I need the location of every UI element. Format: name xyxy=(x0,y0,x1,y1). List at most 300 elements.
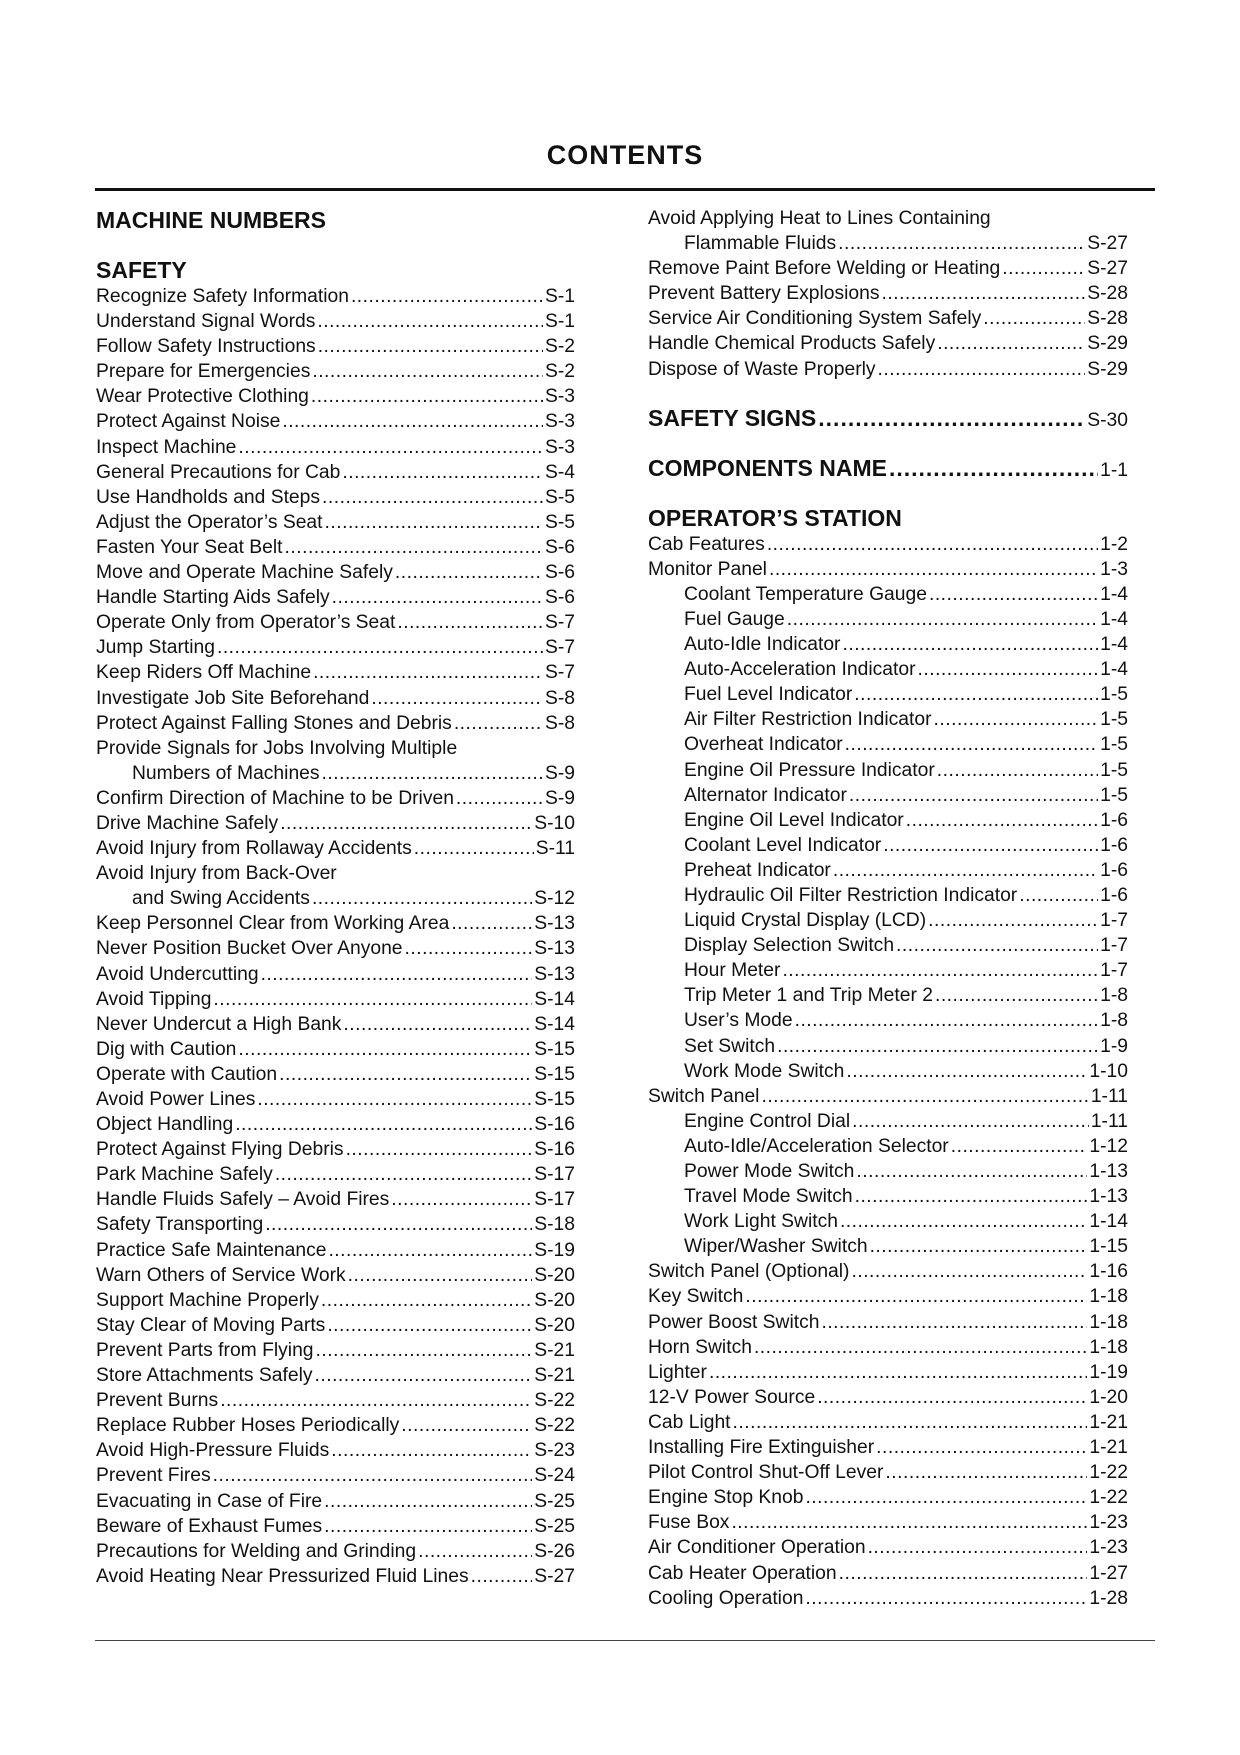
toc-entry[interactable] xyxy=(96,1438,575,1463)
toc-leader xyxy=(951,1134,1088,1159)
toc-entry-title: Remove Paint Before Welding or Heating xyxy=(648,258,1001,280)
toc-entry[interactable] xyxy=(96,1238,575,1263)
toc-leader xyxy=(883,833,1098,858)
toc-leader xyxy=(754,1335,1087,1360)
toc-entry-page: 1-8 xyxy=(1100,1010,1128,1032)
toc-leader xyxy=(731,1510,1087,1535)
toc-entry[interactable] xyxy=(648,883,1128,908)
toc-entry-page: S-22 xyxy=(534,1415,575,1437)
toc-leader xyxy=(878,357,1086,382)
toc-components-name-title: COMPONENTS NAME xyxy=(648,454,887,481)
toc-entry[interactable] xyxy=(96,1489,575,1514)
toc-leader xyxy=(733,1410,1088,1435)
toc-leader xyxy=(846,1059,1087,1084)
toc-entry-page: S-9 xyxy=(544,762,575,784)
toc-entry-title: Hour Meter xyxy=(684,960,781,982)
toc-entry-page: 1-7 xyxy=(1100,935,1128,957)
toc-entry[interactable] xyxy=(648,858,1128,883)
toc-entry-title: Object Handling xyxy=(96,1114,234,1136)
toc-entry[interactable] xyxy=(648,1134,1128,1159)
toc-entry[interactable] xyxy=(96,660,575,685)
toc-entry-page: 1-19 xyxy=(1089,1361,1128,1383)
toc-leader xyxy=(324,1489,532,1514)
toc-entry-page: S-6 xyxy=(544,562,575,584)
toc-entry-page: S-29 xyxy=(1087,358,1128,380)
toc-leader xyxy=(761,1084,1088,1109)
toc-entry[interactable] xyxy=(96,1212,575,1237)
toc-leader xyxy=(709,1360,1087,1385)
toc-entry[interactable] xyxy=(648,1234,1128,1259)
toc-leader xyxy=(852,1109,1089,1134)
toc-entry-title: Preheat Indicator xyxy=(684,859,831,881)
toc-entry-title: Prevent Battery Explosions xyxy=(648,283,880,305)
toc-entry-title: Cab Features xyxy=(648,533,765,555)
toc-entry-title: Auto-Acceleration Indicator xyxy=(684,659,916,681)
toc-entry-title: Engine Oil Level Indicator xyxy=(684,809,904,831)
toc-entry[interactable] xyxy=(648,933,1128,958)
toc-entry-page: S-10 xyxy=(534,812,575,834)
toc-leader xyxy=(265,1212,532,1237)
toc-entry-title: Replace Rubber Hoses Periodically xyxy=(96,1415,400,1437)
toc-entry-page: 1-13 xyxy=(1089,1186,1128,1208)
toc-entry-page: S-26 xyxy=(534,1540,575,1562)
toc-entry-page: 1-14 xyxy=(1089,1211,1128,1233)
toc-entry-page: 1-10 xyxy=(1089,1060,1128,1082)
toc-entry[interactable] xyxy=(648,557,1128,582)
toc-entry-page: 1-21 xyxy=(1089,1411,1128,1433)
toc-entry[interactable] xyxy=(648,1510,1128,1535)
toc-entry[interactable] xyxy=(96,1313,575,1338)
toc-leader xyxy=(316,1338,533,1363)
toc-entry[interactable] xyxy=(648,1259,1128,1284)
toc-entry[interactable] xyxy=(648,281,1128,306)
toc-entry-title: Avoid Tipping xyxy=(96,988,212,1010)
toc-leader xyxy=(787,607,1098,632)
toc-entry[interactable] xyxy=(648,331,1128,356)
toc-entry-title: Prevent Fires xyxy=(96,1465,211,1487)
toc-entry-title: Stay Clear of Moving Parts xyxy=(96,1314,326,1336)
toc-entry-page: S-28 xyxy=(1087,308,1128,330)
toc-entry-page: S-18 xyxy=(534,1214,575,1236)
toc-entry[interactable] xyxy=(648,958,1128,983)
toc-entry[interactable] xyxy=(648,532,1128,557)
toc-entry[interactable] xyxy=(648,1586,1128,1611)
toc-entry[interactable] xyxy=(96,1338,575,1363)
toc-entry[interactable] xyxy=(648,1360,1128,1385)
toc-entry[interactable] xyxy=(648,306,1128,331)
toc-entry-title: Cab Light xyxy=(648,1411,731,1433)
toc-leader xyxy=(275,1162,532,1187)
toc-entry-title: General Precautions for Cab xyxy=(96,461,341,483)
toc-entry[interactable] xyxy=(648,256,1128,281)
toc-entry[interactable] xyxy=(648,732,1128,757)
toc-entry[interactable] xyxy=(648,783,1128,808)
toc-entry[interactable] xyxy=(648,1335,1128,1360)
toc-leader xyxy=(418,1539,532,1564)
toc-entry-title: Handle Chemical Products Safely xyxy=(648,333,936,355)
toc-entry-page: S-13 xyxy=(534,938,575,960)
left-column xyxy=(96,206,575,1589)
toc-entry[interactable] xyxy=(96,1137,575,1162)
heading-safety: SAFETY xyxy=(96,257,187,283)
toc-entry-title: Handle Starting Aids Safely xyxy=(96,587,330,609)
safety-continued-entries xyxy=(648,206,1128,382)
toc-entry[interactable] xyxy=(648,582,1128,607)
toc-entry-page: S-8 xyxy=(544,712,575,734)
toc-entry[interactable] xyxy=(96,309,575,334)
toc-entry[interactable] xyxy=(96,1514,575,1539)
toc-leader xyxy=(928,908,1098,933)
toc-leader xyxy=(331,1438,532,1463)
toc-entry-title: Avoid High-Pressure Fluids xyxy=(96,1440,330,1462)
toc-entry-page: S-5 xyxy=(544,511,575,533)
toc-entry-page: 1-7 xyxy=(1100,960,1128,982)
toc-entry-title: Switch Panel xyxy=(648,1085,760,1107)
toc-entry-title: Engine Control Dial xyxy=(684,1110,851,1132)
toc-entry-title: Safety Transporting xyxy=(96,1214,264,1236)
toc-entry[interactable] xyxy=(648,1535,1128,1560)
toc-entry-page: 1-6 xyxy=(1100,834,1128,856)
toc-leader xyxy=(918,657,1099,682)
toc-entry-page: 1-11 xyxy=(1090,1085,1128,1107)
toc-entry[interactable] xyxy=(648,657,1128,682)
toc-entry[interactable] xyxy=(96,886,575,911)
toc-leader xyxy=(868,1535,1088,1560)
toc-entry-title: Store Attachments Safely xyxy=(96,1365,313,1387)
toc-entry-page: S-20 xyxy=(534,1289,575,1311)
toc-entry-title: Evacuating in Case of Fire xyxy=(96,1490,323,1512)
toc-entry[interactable] xyxy=(96,962,575,987)
heading-machine-numbers: MACHINE NUMBERS xyxy=(96,207,326,233)
toc-entry-page: S-13 xyxy=(534,913,575,935)
toc-entry[interactable] xyxy=(96,284,575,309)
toc-entry[interactable] xyxy=(648,1460,1128,1485)
toc-entry-page: 1-23 xyxy=(1089,1512,1128,1534)
toc-entry-page: S-13 xyxy=(534,963,575,985)
toc-entry-page: 1-13 xyxy=(1089,1161,1128,1182)
toc-entry-page: 1-11 xyxy=(1090,1110,1128,1132)
toc-entry[interactable] xyxy=(96,1037,575,1062)
toc-entry[interactable] xyxy=(96,535,575,560)
toc-entry[interactable] xyxy=(96,1187,575,1212)
toc-entry[interactable] xyxy=(96,811,575,836)
toc-leader xyxy=(745,1284,1087,1309)
toc-entry-page: 1-5 xyxy=(1100,734,1128,756)
toc-entry[interactable] xyxy=(96,560,575,585)
toc-entry[interactable] xyxy=(96,485,575,510)
toc-entry-page: 1-22 xyxy=(1089,1462,1128,1484)
toc-entry-title: Work Mode Switch xyxy=(684,1060,845,1082)
toc-entry[interactable] xyxy=(648,983,1128,1008)
toc-entry-title: Hydraulic Oil Filter Restriction Indicator xyxy=(684,884,1018,906)
toc-entry-page: 1-7 xyxy=(1100,910,1128,932)
toc-entry[interactable] xyxy=(96,836,575,861)
toc-entry-title: Operate Only from Operator’s Seat xyxy=(96,612,396,634)
toc-entry-title: Coolant Level Indicator xyxy=(684,834,882,856)
toc-entry-title: 12-V Power Source xyxy=(648,1386,816,1408)
toc-leader xyxy=(795,1008,1099,1033)
toc-entry-page: 1-6 xyxy=(1100,884,1128,906)
toc-entry-title: Recognize Safety Information xyxy=(96,286,349,307)
toc-entry-title: Avoid Injury from Rollaway Accidents xyxy=(96,838,412,860)
toc-entry-title: and Swing Accidents xyxy=(132,888,310,910)
toc-entry-page: 1-15 xyxy=(1089,1236,1128,1258)
toc-entry[interactable] xyxy=(648,808,1128,833)
toc-entry-page: S-1 xyxy=(544,286,575,307)
toc-leader xyxy=(929,582,1098,607)
toc-leader xyxy=(851,1259,1087,1284)
toc-entry[interactable] xyxy=(648,1209,1128,1234)
toc-entry-title: User’s Mode xyxy=(684,1010,793,1032)
toc-components-name[interactable] xyxy=(648,454,1128,482)
toc-entry[interactable] xyxy=(648,1435,1128,1460)
toc-entry[interactable] xyxy=(648,682,1128,707)
toc-leader xyxy=(285,535,543,560)
toc-entry[interactable] xyxy=(96,1539,575,1564)
toc-entry-page: 1-23 xyxy=(1089,1537,1128,1559)
toc-leader xyxy=(261,962,533,987)
toc-entry-title: Adjust the Operator’s Seat xyxy=(96,511,323,533)
toc-entry-page: S-20 xyxy=(534,1264,575,1286)
toc-entry[interactable] xyxy=(648,357,1128,382)
toc-entry-title: Power Boost Switch xyxy=(648,1311,820,1333)
toc-entry-page: S-5 xyxy=(544,486,575,508)
toc-entry-page: S-27 xyxy=(1087,258,1128,280)
toc-entry-title: Wiper/Washer Switch xyxy=(684,1236,868,1258)
toc-entry[interactable] xyxy=(648,1485,1128,1510)
toc-entry-title: Wear Protective Clothing xyxy=(96,386,309,408)
heading-operators-station: OPERATOR’S STATION xyxy=(648,504,902,531)
toc-entry-title: Auto-Idle Indicator xyxy=(684,634,841,656)
toc-entry-page: 1-4 xyxy=(1100,608,1128,630)
toc-entry[interactable] xyxy=(648,632,1128,657)
toc-entry[interactable] xyxy=(648,1084,1128,1109)
toc-leader xyxy=(220,1388,532,1413)
toc-leader xyxy=(456,786,543,811)
toc-entry[interactable] xyxy=(648,908,1128,933)
toc-entry-title: Avoid Undercutting xyxy=(96,963,259,985)
toc-entry[interactable] xyxy=(648,758,1128,783)
toc-leader xyxy=(821,1310,1087,1335)
toc-entry-title: Confirm Direction of Machine to be Driven xyxy=(96,787,454,809)
toc-entry[interactable] xyxy=(96,1413,575,1438)
toc-entry[interactable] xyxy=(648,1059,1128,1084)
toc-entry[interactable] xyxy=(96,334,575,359)
toc-leader xyxy=(856,1159,1087,1184)
toc-leader xyxy=(777,1034,1098,1059)
toc-entry[interactable] xyxy=(648,231,1128,256)
toc-entry[interactable] xyxy=(648,1561,1128,1586)
toc-leader xyxy=(318,334,543,359)
toc-entry-page: S-16 xyxy=(534,1114,575,1136)
toc-entry[interactable] xyxy=(96,786,575,811)
toc-entry[interactable] xyxy=(648,1184,1128,1209)
toc-entry[interactable] xyxy=(96,911,575,936)
toc-entry-page: 1-5 xyxy=(1100,684,1128,706)
toc-leader xyxy=(805,1485,1087,1510)
toc-entry[interactable] xyxy=(96,761,575,786)
toc-leader xyxy=(935,983,1098,1008)
toc-entry-title: Key Switch xyxy=(648,1286,744,1308)
toc-entry[interactable] xyxy=(648,1385,1128,1410)
toc-entry[interactable] xyxy=(96,1087,575,1112)
toc-entry[interactable] xyxy=(96,510,575,535)
toc-entry[interactable] xyxy=(96,1062,575,1087)
toc-entry-title: Trip Meter 1 and Trip Meter 2 xyxy=(684,985,933,1007)
toc-entry[interactable] xyxy=(96,435,575,460)
toc-entry-page: 1-9 xyxy=(1100,1035,1128,1057)
toc-entry-page: S-17 xyxy=(534,1164,575,1186)
toc-entry-page: S-20 xyxy=(534,1314,575,1336)
toc-entry-title: Cab Heater Operation xyxy=(648,1562,837,1584)
toc-entry-title: Prepare for Emergencies xyxy=(96,361,311,383)
toc-entry[interactable] xyxy=(96,1363,575,1388)
toc-safety-signs[interactable] xyxy=(648,404,1128,432)
toc-leader xyxy=(312,886,532,911)
toc-entry-page: S-27 xyxy=(1087,233,1128,255)
toc-entry[interactable] xyxy=(96,359,575,384)
toc-entry-title: Display Selection Switch xyxy=(684,935,895,957)
toc-entry-page: 1-4 xyxy=(1100,634,1128,656)
toc-entry[interactable] xyxy=(96,460,575,485)
toc-entry-page: 1-16 xyxy=(1089,1261,1128,1283)
toc-entry[interactable] xyxy=(96,1162,575,1187)
toc-leader xyxy=(324,1514,532,1539)
toc-entry[interactable] xyxy=(96,936,575,961)
toc-entry-title: Travel Mode Switch xyxy=(684,1186,853,1208)
toc-entry[interactable] xyxy=(648,1410,1128,1435)
toc-entry[interactable] xyxy=(96,1112,575,1137)
toc-leader xyxy=(885,1460,1087,1485)
toc-entry-title: Air Filter Restriction Indicator xyxy=(684,709,932,731)
toc-entry-title: Investigate Job Site Beforehand xyxy=(96,687,370,709)
toc-leader xyxy=(279,1062,532,1087)
toc-entry[interactable] xyxy=(648,1008,1128,1033)
toc-leader xyxy=(311,384,543,409)
toc-entry[interactable] xyxy=(96,711,575,736)
toc-leader xyxy=(840,1209,1087,1234)
right-column xyxy=(648,206,1128,1611)
toc-entry-title: Switch Panel (Optional) xyxy=(648,1261,850,1283)
toc-leader xyxy=(845,732,1099,757)
toc-leader xyxy=(235,1112,532,1137)
toc-entry-page: S-19 xyxy=(534,1239,575,1261)
toc-leader xyxy=(312,359,543,384)
toc-entry[interactable] xyxy=(96,635,575,660)
toc-leader xyxy=(346,1137,533,1162)
toc-entry[interactable] xyxy=(96,384,575,409)
toc-entry[interactable] xyxy=(648,1109,1128,1134)
toc-leader xyxy=(937,758,1098,783)
toc-entry-title: Keep Personnel Clear from Working Area xyxy=(96,913,450,935)
toc-entry-page: S-15 xyxy=(534,1089,575,1110)
toc-entry-title: Prevent Burns xyxy=(96,1390,219,1412)
toc-leader xyxy=(395,560,543,585)
toc-entry-page: 1-5 xyxy=(1100,784,1128,806)
toc-entry[interactable] xyxy=(96,1388,575,1413)
toc-components-name-page: 1-1 xyxy=(1100,459,1128,481)
toc-entry[interactable] xyxy=(96,1288,575,1313)
toc-safety-signs-title: SAFETY SIGNS xyxy=(648,404,817,431)
toc-entry[interactable] xyxy=(96,409,575,434)
toc-entry[interactable] xyxy=(648,1034,1128,1059)
toc-leader xyxy=(315,1363,533,1388)
toc-entry-title: Keep Riders Off Machine xyxy=(96,662,312,684)
toc-entry[interactable] xyxy=(96,585,575,610)
toc-entry-title: Installing Fire Extinguisher xyxy=(648,1437,875,1459)
toc-leader xyxy=(238,435,543,460)
toc-leader xyxy=(896,933,1098,958)
toc-leader xyxy=(838,231,1085,256)
toc-entry-title: Move and Operate Machine Safely xyxy=(96,562,393,584)
toc-entry-title: Liquid Crystal Display (LCD) xyxy=(684,910,927,932)
toc-entry-title: Protect Against Noise xyxy=(96,411,281,433)
toc-entry[interactable] xyxy=(96,686,575,711)
toc-entry-title: Protect Against Falling Stones and Debris xyxy=(96,712,452,734)
toc-entry-page: S-7 xyxy=(544,637,575,659)
toc-entry-title: Coolant Temperature Gauge xyxy=(684,583,927,605)
toc-entry-page: 1-27 xyxy=(1089,1562,1128,1584)
toc-leader xyxy=(213,987,532,1012)
toc-entry-title: Operate with Caution xyxy=(96,1063,278,1085)
toc-entry-page: S-12 xyxy=(534,888,575,910)
toc-entry[interactable] xyxy=(96,1263,575,1288)
toc-entry[interactable] xyxy=(648,1310,1128,1335)
toc-entry-page: 1-18 xyxy=(1089,1286,1128,1308)
toc-entry-title: Avoid Power Lines xyxy=(96,1089,256,1110)
safety-entries xyxy=(96,284,575,1589)
toc-leader xyxy=(882,281,1086,306)
toc-entry[interactable] xyxy=(648,1159,1128,1184)
toc-entry-page: S-6 xyxy=(544,587,575,609)
toc-entry-page: 1-8 xyxy=(1100,985,1128,1007)
toc-entry[interactable] xyxy=(96,610,575,635)
toc-entry-page: 1-5 xyxy=(1100,759,1128,781)
toc-entry-title: Drive Machine Safely xyxy=(96,812,279,834)
toc-entry[interactable] xyxy=(96,1012,575,1037)
toc-entry-title: Service Air Conditioning System Safely xyxy=(648,308,982,330)
toc-entry[interactable] xyxy=(96,987,575,1012)
toc-entry-page: S-27 xyxy=(534,1565,575,1587)
toc-entry-title: Power Mode Switch xyxy=(684,1161,855,1182)
toc-entry-page: S-14 xyxy=(534,988,575,1010)
toc-leader xyxy=(876,1435,1087,1460)
toc-leader xyxy=(217,635,543,660)
toc-entry[interactable] xyxy=(96,1564,575,1589)
toc-entry-page: S-23 xyxy=(534,1440,575,1462)
toc-entry-title: Fasten Your Seat Belt xyxy=(96,536,283,558)
toc-leader xyxy=(870,1234,1088,1259)
toc-entry[interactable] xyxy=(648,707,1128,732)
toc-entry[interactable] xyxy=(648,1284,1128,1309)
toc-leader xyxy=(343,1012,532,1037)
toc-entry-page: S-21 xyxy=(534,1339,575,1361)
toc-entry-title: Auto-Idle/Acceleration Selector xyxy=(684,1135,949,1157)
toc-entry[interactable] xyxy=(96,1463,575,1488)
toc-entry-title: Dig with Caution xyxy=(96,1038,237,1060)
toc-leader xyxy=(849,783,1098,808)
toc-entry-page: 1-18 xyxy=(1089,1336,1128,1358)
toc-leader xyxy=(325,510,543,535)
toc-entry-title: Never Position Bucket Over Anyone xyxy=(96,938,403,960)
toc-entry-page: S-16 xyxy=(534,1139,575,1161)
toc-entry-title: Lighter xyxy=(648,1361,707,1383)
toc-entry[interactable] xyxy=(648,607,1128,632)
toc-entry[interactable] xyxy=(648,833,1128,858)
toc-entry-page: 1-3 xyxy=(1100,558,1128,580)
toc-leader xyxy=(842,632,1098,657)
toc-leader xyxy=(805,1586,1087,1611)
